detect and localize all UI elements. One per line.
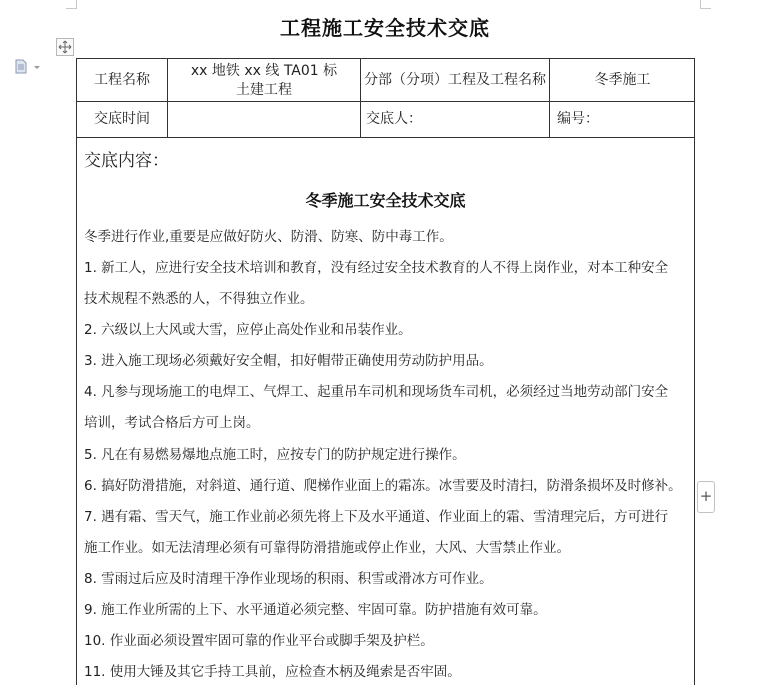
add-row-button[interactable]: + — [697, 481, 715, 513]
content-line: 4. 凡参与现场施工的电焊工、气焊工、起重吊车司机和现场货车司机，必须经过当地劳动部门安全 — [84, 384, 669, 400]
content-line: 技术规程不熟悉的人，不得独立作业。 — [84, 291, 314, 307]
document-title: 工程施工安全技术交底 — [280, 16, 490, 40]
document-icon — [14, 58, 44, 76]
content-line: 施工作业。如无法清理必须有可靠得防滑措施或停止作业，大风、大雪禁止作业。 — [84, 540, 570, 556]
content-line: 9. 施工作业所需的上下、水平通道必须完整、牢固可靠。防护措施有效可靠。 — [84, 602, 547, 618]
person-label: 交底人： — [366, 111, 422, 127]
content-line: 2. 六级以上大风或大雪，应停止高处作业和吊装作业。 — [84, 322, 412, 338]
chevron-down-icon — [34, 66, 40, 69]
project-name-label: 工程名称 — [94, 72, 150, 88]
content-line: 10. 作业面必须设置牢固可靠的作业平台或脚手架及护栏。 — [84, 633, 434, 649]
content-line: 8. 雪雨过后应及时清理干净作业现场的积雨、积雪或滑冰方可作业。 — [84, 571, 493, 587]
subproject-label: 分部（分项）工程及工程名称 — [364, 72, 546, 88]
content-line: 7. 遇有霜、雪天气，施工作业前必须先将上下及水平通道、作业面上的霜、雪清理完后，方可进行 — [84, 509, 669, 525]
document-menu-button[interactable] — [14, 58, 44, 76]
page-corner-mark-left — [66, 0, 77, 9]
table-row-divider — [76, 137, 695, 138]
content-intro: 冬季进行作业,重要是应做好防火、防滑、防寒、防中毒工作。 — [84, 229, 453, 245]
table-row-divider — [76, 101, 695, 102]
table-column-divider — [360, 58, 361, 138]
time-label: 交底时间 — [94, 111, 150, 127]
project-name-value-line2: 土建工程 — [236, 82, 292, 98]
table-move-handle[interactable] — [56, 38, 74, 56]
project-name-value-line1: xx 地铁 xx 线 TA01 标 — [190, 63, 338, 79]
table-column-divider — [549, 58, 550, 138]
content-line: 11. 使用大锤及其它手持工具前，应检查木柄及绳索是否牢固。 — [84, 664, 461, 680]
content-line: 6. 搞好防滑措施，对斜道、通行道、爬梯作业面上的霜冻。冰雪要及时清扫，防滑条损坏及时修补。 — [84, 478, 682, 494]
content-title: 冬季施工安全技术交底 — [305, 191, 466, 210]
content-line: 培训，考试合格后方可上岗。 — [84, 415, 260, 431]
number-label: 编号： — [557, 111, 599, 127]
subproject-value: 冬季施工 — [594, 72, 651, 88]
content-line: 1. 新工人，应进行安全技术培训和教育，没有经过安全技术教育的人不得上岗作业，对本工种安全 — [84, 260, 669, 276]
page-corner-mark-right — [700, 0, 711, 9]
content-line: 3. 进入施工现场必须戴好安全帽，扣好帽带正确使用劳动防护用品。 — [84, 353, 493, 369]
content-line: 5. 凡在有易燃易爆地点施工时，应按专门的防护规定进行操作。 — [84, 447, 466, 463]
move-icon — [58, 40, 72, 54]
content-label: 交底内容： — [84, 151, 169, 171]
